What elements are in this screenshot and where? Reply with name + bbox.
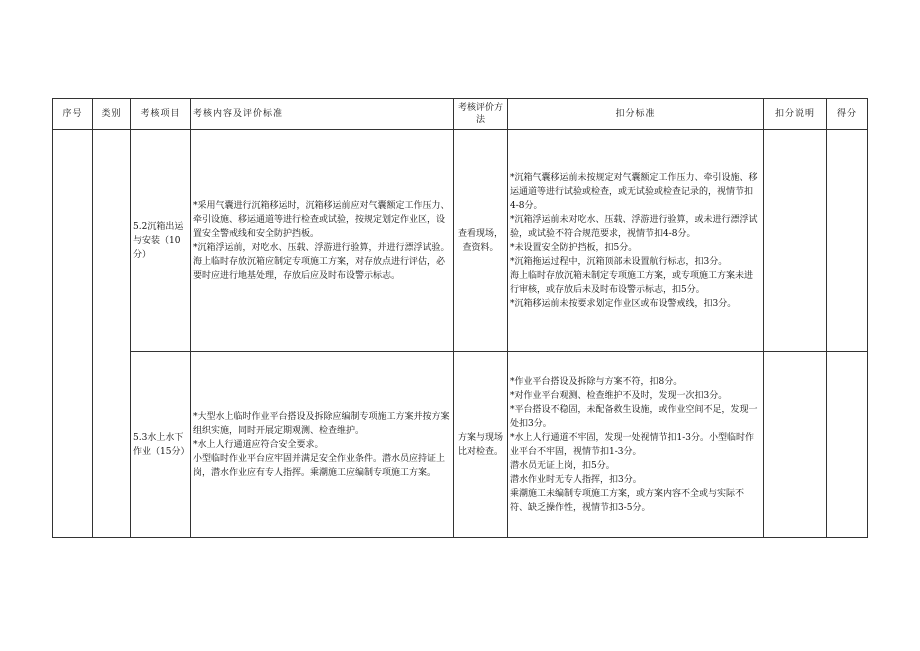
deduction-line: *平台搭设不稳固，未配备救生设施，或作业空间不足，发现一处扣3分。 — [510, 404, 758, 429]
deduction-line: 潜水作业时无专人指挥，扣3分。 — [510, 474, 642, 485]
category-cell — [93, 130, 131, 538]
deduction-line: 海上临时存放沉箱未制定专项施工方案，或专项施工方案未进行审核，或存放后未及时布设警示标志，扣5分。 — [510, 270, 754, 295]
seq-cell — [53, 130, 93, 538]
method-cell: 查看现场，查资料。 — [454, 130, 508, 352]
content-cell — [191, 352, 454, 538]
assessment-table — [52, 98, 868, 538]
deduction-line: 乘潮施工未编制专项施工方案，或方案内容不全或与实际不符、缺乏操作性，视情节扣3-5分。 — [510, 488, 745, 513]
header-category: 类别 — [93, 99, 131, 130]
deduction-line: *水上人行通道不牢固，发现一处视情节扣1-3分。小型临时作业平台不牢固，视情节扣1-3分。 — [510, 432, 754, 457]
deduction-line: *沉箱气囊移运前未按规定对气囊额定工作压力、牵引设施、移运通道等进行试验或检查，或无试验或检查记录的，视情节扣4-8分。 — [510, 172, 758, 211]
content-line: 小型临时作业平台应牢固并满足安全作业条件。潜水员应持证上岗，潜水作业应有专人指挥。乘潮施工应编制专项施工方案。 — [193, 453, 446, 478]
header-method: 考核评价方法 — [454, 99, 508, 130]
deduction-line: *未设置安全防护挡板，扣5分。 — [510, 242, 638, 253]
score-cell — [827, 352, 868, 538]
content-line: *大型水上临时作业平台搭设及拆除应编制专项施工方案并按方案组织实施，同时开展定期观测、检查维护。 — [193, 411, 450, 436]
deduction-line: 潜水员无证上岗，扣5分。 — [510, 460, 615, 471]
deduction-cell — [508, 130, 764, 352]
header-deduction: 扣分标准 — [508, 99, 764, 130]
item-cell: 5.2沉箱出运与安装（10分） — [131, 130, 191, 352]
header-content: 考核内容及评价标准 — [191, 99, 454, 130]
deduction-line: *作业平台搭设及拆除与方案不符，扣8分。 — [510, 376, 683, 387]
method-cell: 方案与现场比对检查。 — [454, 352, 508, 538]
header-score: 得分 — [827, 99, 868, 130]
deduction-line: *沉箱拖运过程中，沉箱顶部未设置航行标志，扣3分。 — [510, 256, 728, 267]
deduction-line: *沉箱移运前未按要求划定作业区或布设警戒线，扣3分。 — [510, 298, 737, 309]
content-line: 海上临时存放沉箱应制定专项施工方案，对存放点进行评估，必要时应进行地基处理，存放后应及时布设警示标志。 — [193, 256, 446, 281]
header-note: 扣分说明 — [764, 99, 827, 130]
deduction-line: *对作业平台观测、检查维护不及时，发现一次扣3分。 — [510, 390, 728, 401]
header-item: 考核项目 — [131, 99, 191, 130]
content-cell — [191, 130, 454, 352]
header-seq: 序号 — [53, 99, 93, 130]
note-cell — [764, 130, 827, 352]
score-cell — [827, 130, 868, 352]
table-row — [53, 352, 868, 538]
deduction-line: *沉箱浮运前未对吃水、压载、浮游进行验算，或未进行漂浮试验，或试验不符合规范要求，视情节扣4-8分。 — [510, 214, 758, 239]
table-row — [53, 130, 868, 352]
note-cell — [764, 352, 827, 538]
content-line: *沉箱浮运前，对吃水、压载、浮游进行验算，并进行漂浮试验。 — [193, 242, 450, 253]
content-line: *水上人行通道应符合安全要求。 — [193, 439, 324, 450]
deduction-cell — [508, 352, 764, 538]
header-row — [53, 99, 868, 130]
content-line: *采用气囊进行沉箱移运时，沉箱移运前应对气囊额定工作压力、牵引设施、移运通道等进行检查或试验，按规定划定作业区，设置安全警戒线和安全防护挡板。 — [193, 200, 450, 239]
item-cell: 5.3水上水下作业（15分） — [131, 352, 191, 538]
